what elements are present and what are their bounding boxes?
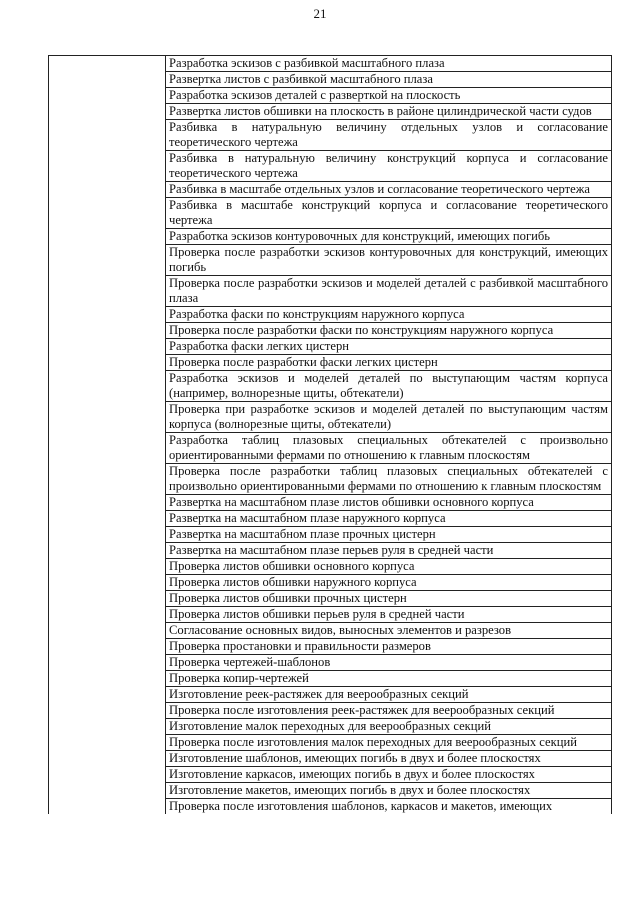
work-item-cell: Разработка эскизов и моделей деталей по выступающим частям корпуса (например, волнорезные щиты, обтекатели) <box>166 371 612 402</box>
work-item-cell: Разработка эскизов деталей с разверткой на плоскость <box>166 88 612 104</box>
work-item-cell: Развертка листов обшивки на плоскость в районе цилиндрической части судов <box>166 104 612 120</box>
work-item-cell: Разбивка в масштабе конструкций корпуса и согласование теоретического чертежа <box>166 198 612 229</box>
work-item-cell: Проверка после разработки эскизов контуровочных для конструкций, имеющих погибь <box>166 245 612 276</box>
work-item-cell: Проверка после изготовления малок переходных для веерообразных секций <box>166 735 612 751</box>
work-item-cell: Разбивка в натуральную величину отдельных узлов и согласование теоретического чертежа <box>166 120 612 151</box>
work-item-cell: Проверка листов обшивки перьев руля в средней части <box>166 607 612 623</box>
work-item-cell: Развертка на масштабном плазе прочных цистерн <box>166 527 612 543</box>
work-item-cell: Разработка таблиц плазовых специальных обтекателей с произвольно ориентированными фермами по отношению к главным плоскостям <box>166 433 612 464</box>
table-body <box>49 56 612 815</box>
work-item-cell: Развертка на масштабном плазе наружного корпуса <box>166 511 612 527</box>
work-item-cell: Проверка после разработки таблиц плазовых специальных обтекателей с произвольно ориентированными фермами по отношению к главным плоскостям <box>166 464 612 495</box>
work-item-cell: Согласование основных видов, выносных элементов и разрезов <box>166 623 612 639</box>
work-item-cell: Проверка чертежей-шаблонов <box>166 655 612 671</box>
work-item-cell: Проверка при разработке эскизов и моделей деталей по выступающим частям корпуса (волнорезные щиты, обтекатели) <box>166 402 612 433</box>
work-item-cell: Изготовление шаблонов, имеющих погибь в двух и более плоскостях <box>166 751 612 767</box>
work-item-cell: Разработка эскизов с разбивкой масштабного плаза <box>166 56 612 72</box>
work-item-cell: Разработка фаски легких цистерн <box>166 339 612 355</box>
work-item-cell: Проверка после разработки фаски по конструкциям наружного корпуса <box>166 323 612 339</box>
work-item-cell: Разбивка в натуральную величину конструкций корпуса и согласование теоретического чертежа <box>166 151 612 182</box>
work-item-cell: Проверка листов обшивки прочных цистерн <box>166 591 612 607</box>
table-row <box>49 56 612 72</box>
work-items-table <box>48 55 612 814</box>
work-item-cell: Изготовление макетов, имеющих погибь в двух и более плоскостях <box>166 783 612 799</box>
page-number: 21 <box>313 6 327 21</box>
work-item-cell: Проверка после разработки фаски легких цистерн <box>166 355 612 371</box>
work-item-cell: Проверка листов обшивки наружного корпуса <box>166 575 612 591</box>
work-item-cell: Развертка листов с разбивкой масштабного плаза <box>166 72 612 88</box>
work-item-cell: Проверка после изготовления шаблонов, каркасов и макетов, имеющих <box>166 799 612 815</box>
work-item-cell: Разработка эскизов контуровочных для конструкций, имеющих погибь <box>166 229 612 245</box>
work-item-cell: Изготовление малок переходных для веерообразных секций <box>166 719 612 735</box>
work-item-cell: Изготовление реек-растяжек для веерообразных секций <box>166 687 612 703</box>
work-item-cell: Разработка фаски по конструкциям наружного корпуса <box>166 307 612 323</box>
work-item-cell: Проверка после изготовления реек-растяжек для веерообразных секций <box>166 703 612 719</box>
work-item-cell: Проверка после разработки эскизов и моделей деталей с разбивкой масштабного плаза <box>166 276 612 307</box>
work-item-cell: Развертка на масштабном плазе перьев руля в средней части <box>166 543 612 559</box>
work-item-cell: Проверка листов обшивки основного корпуса <box>166 559 612 575</box>
work-item-cell: Изготовление каркасов, имеющих погибь в двух и более плоскостях <box>166 767 612 783</box>
work-item-cell: Развертка на масштабном плазе листов обшивки основного корпуса <box>166 495 612 511</box>
work-item-cell: Проверка копир-чертежей <box>166 671 612 687</box>
work-item-cell: Проверка простановки и правильности размеров <box>166 639 612 655</box>
empty-left-cell <box>49 56 166 815</box>
work-item-cell: Разбивка в масштабе отдельных узлов и согласование теоретического чертежа <box>166 182 612 198</box>
